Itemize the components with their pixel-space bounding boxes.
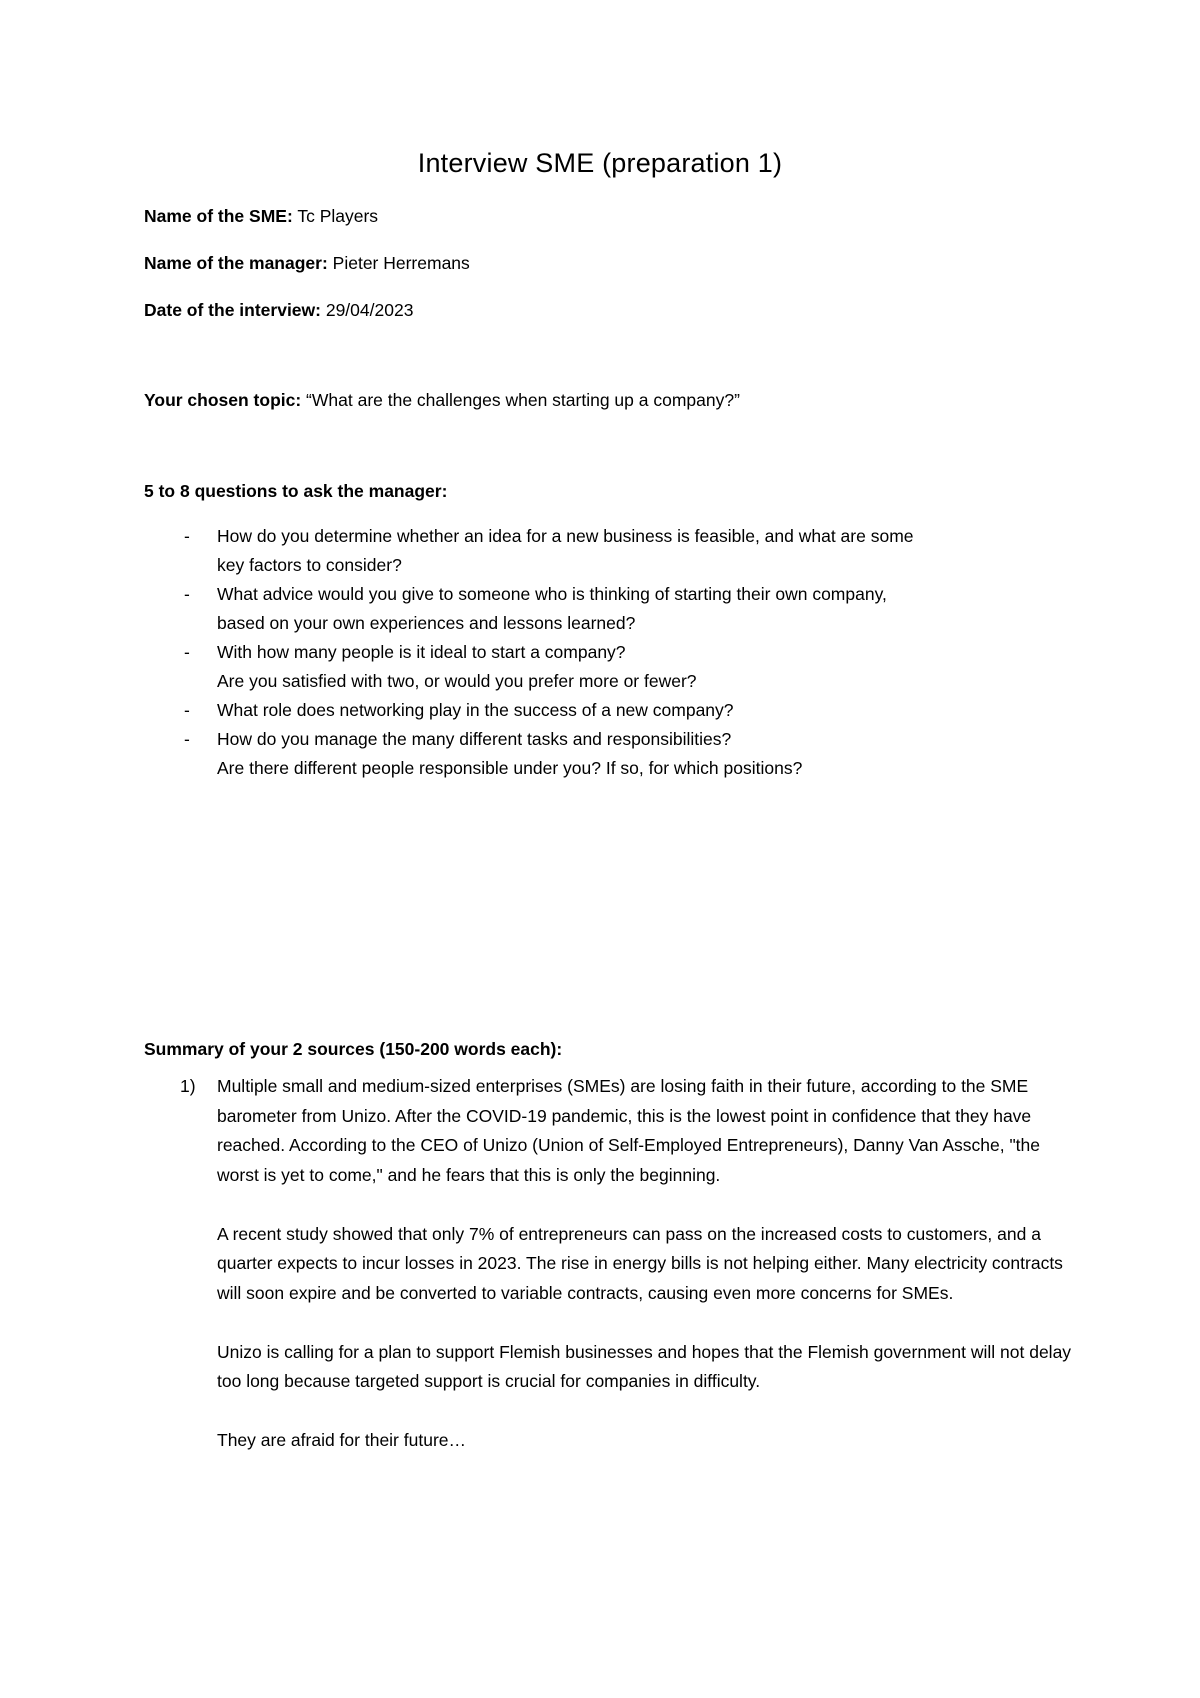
question-line: key factors to consider? xyxy=(217,555,402,575)
question-line: Are there different people responsible under you? If so, for which positions? xyxy=(217,758,803,778)
question-line: What role does networking play in the success of a new company? xyxy=(217,700,734,720)
summary-body xyxy=(217,1072,1074,1456)
manager-name-line xyxy=(144,252,470,274)
question-item xyxy=(144,522,914,580)
sme-name-line xyxy=(144,205,378,227)
summary-heading-text: Summary of your 2 sources (150-200 words each): xyxy=(144,1039,563,1059)
question-item xyxy=(144,580,914,638)
summary-paragraph: A recent study showed that only 7% of entrepreneurs can pass on the increased costs to customers, and a quarter expects to incur losses in 2023. The rise in energy bills is not helping either. Many electricity contracts will soon expire and be converted to variable contracts, causing even more concerns for SMEs. xyxy=(217,1223,1063,1303)
bullet-dash: - xyxy=(184,642,190,662)
summary-paragraph: They are afraid for their future… xyxy=(217,1430,466,1450)
bullet-dash: - xyxy=(184,700,190,720)
interview-date-label: Date of the interview: xyxy=(144,300,321,320)
summary-paragraph: Unizo is calling for a plan to support Flemish businesses and hopes that the Flemish government will not delay too long because targeted support is crucial for companies in difficulty. xyxy=(217,1341,1072,1391)
question-line: Are you satisfied with two, or would you prefer more or fewer? xyxy=(217,671,697,691)
question-item xyxy=(144,638,914,696)
interview-date-value: 29/04/2023 xyxy=(320,300,414,320)
bullet-dash: - xyxy=(184,526,190,546)
manager-name-label: Name of the manager: xyxy=(144,253,328,273)
interview-date-line xyxy=(144,299,413,321)
summary-paragraph: Multiple small and medium-sized enterprises (SMEs) are losing faith in their future, according to the SME barometer from Unizo. After the COVID-19 pandemic, this is the lowest point in confidence that they have reached. According to the CEO of Unizo (Union of Self-Employed Entrepreneurs), Danny Van Assche, "the worst is yet to come," and he fears that this is only the beginning. xyxy=(217,1076,1040,1185)
list-number: 1) xyxy=(180,1076,196,1096)
bullet-dash: - xyxy=(184,584,190,604)
question-item xyxy=(144,725,914,783)
document-title: Interview SME (preparation 1) xyxy=(417,148,783,178)
question-line: based on your own experiences and lessons learned? xyxy=(217,613,636,633)
sme-name-label: Name of the SME: xyxy=(144,206,293,226)
question-item xyxy=(144,696,914,725)
chosen-topic-label: Your chosen topic: xyxy=(144,390,302,410)
manager-name-value: Pieter Herremans xyxy=(327,253,470,273)
summary-source-1 xyxy=(144,1072,1074,1456)
questions-heading xyxy=(144,480,447,502)
question-line: How do you determine whether an idea for a new business is feasible, and what are some xyxy=(217,526,914,546)
questions-list xyxy=(144,522,914,783)
questions-heading-text: 5 to 8 questions to ask the manager: xyxy=(144,481,448,501)
question-line: How do you manage the many different tasks and responsibilities? xyxy=(217,729,732,749)
chosen-topic-line xyxy=(144,389,740,411)
question-line: With how many people is it ideal to start a company? xyxy=(217,642,626,662)
sme-name-value: Tc Players xyxy=(292,206,379,226)
bullet-dash: - xyxy=(184,729,190,749)
summary-heading xyxy=(144,1038,562,1060)
question-line: What advice would you give to someone who is thinking of starting their own company, xyxy=(217,584,887,604)
chosen-topic-value: “What are the challenges when starting up a company?” xyxy=(301,390,740,410)
